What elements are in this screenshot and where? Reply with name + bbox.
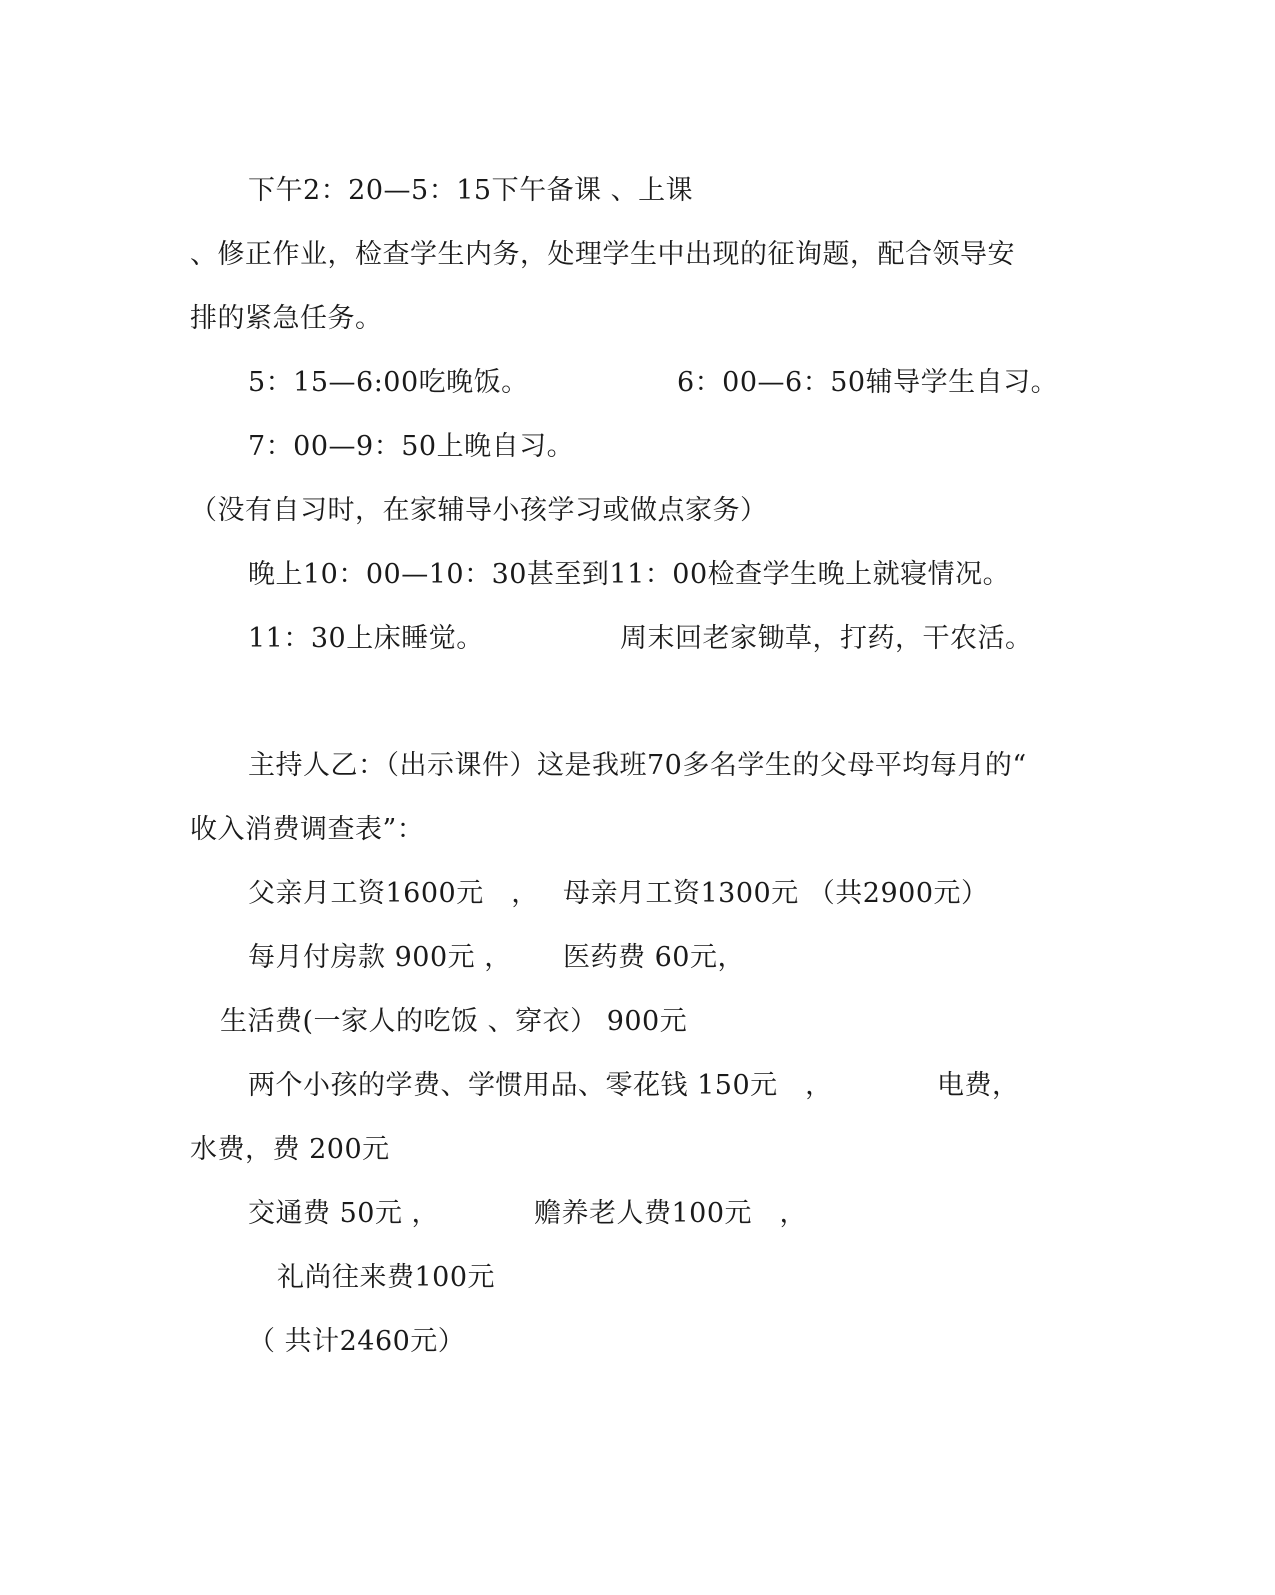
text-line: 每月付房款 900元 ，	[248, 942, 512, 973]
text-line: 5：15—6:00吃晚饭。	[248, 367, 529, 398]
text-line: 水费，费 200元	[190, 1134, 390, 1165]
text-line: 赡养老人费100元 ，	[534, 1198, 808, 1229]
text-line: 主持人乙：（出示课件）这是我班70多名学生的父母平均每月的“	[248, 750, 1027, 781]
text-line: 7：00—9：50上晚自习。	[248, 431, 575, 462]
text-line: 交通费 50元 ，	[248, 1198, 440, 1229]
text-line: 两个小孩的学费、学惯用品、零花钱 150元 ，	[248, 1070, 833, 1101]
text-line: 下午2：20—5：15下午备课 、上课	[248, 175, 694, 206]
text-line: （ 共计2460元）	[248, 1326, 466, 1357]
text-line: 晚上10：00—10：30甚至到11：00检查学生晚上就寝情况。	[248, 559, 1011, 590]
text-line: 11：30上床睡觉。	[248, 623, 484, 654]
text-line: 、修正作业，检查学生内务，处理学生中出现的征询题，配合领导安	[190, 239, 1015, 270]
text-line: 排的紧急任务。	[190, 303, 383, 334]
text-line: 医药费 60元，	[563, 942, 745, 973]
text-line: （没有自习时，在家辅导小孩学习或做点家务）	[190, 495, 768, 526]
text-line: 礼尚往来费100元	[277, 1262, 496, 1293]
text-line: 周末回老家锄草，打药，干农活。	[620, 623, 1033, 654]
text-line: 父亲月工资1600元 ，	[248, 878, 539, 909]
text-line: 生活费(一家人的吃饭 、穿衣） 900元	[220, 1006, 688, 1037]
text-line: 母亲月工资1300元 （共2900元）	[563, 878, 989, 909]
text-line: 收入消费调查表”：	[190, 814, 425, 845]
text-line: 电费，	[937, 1070, 1020, 1101]
text-line: 6：00—6：50辅导学生自习。	[677, 367, 1059, 398]
